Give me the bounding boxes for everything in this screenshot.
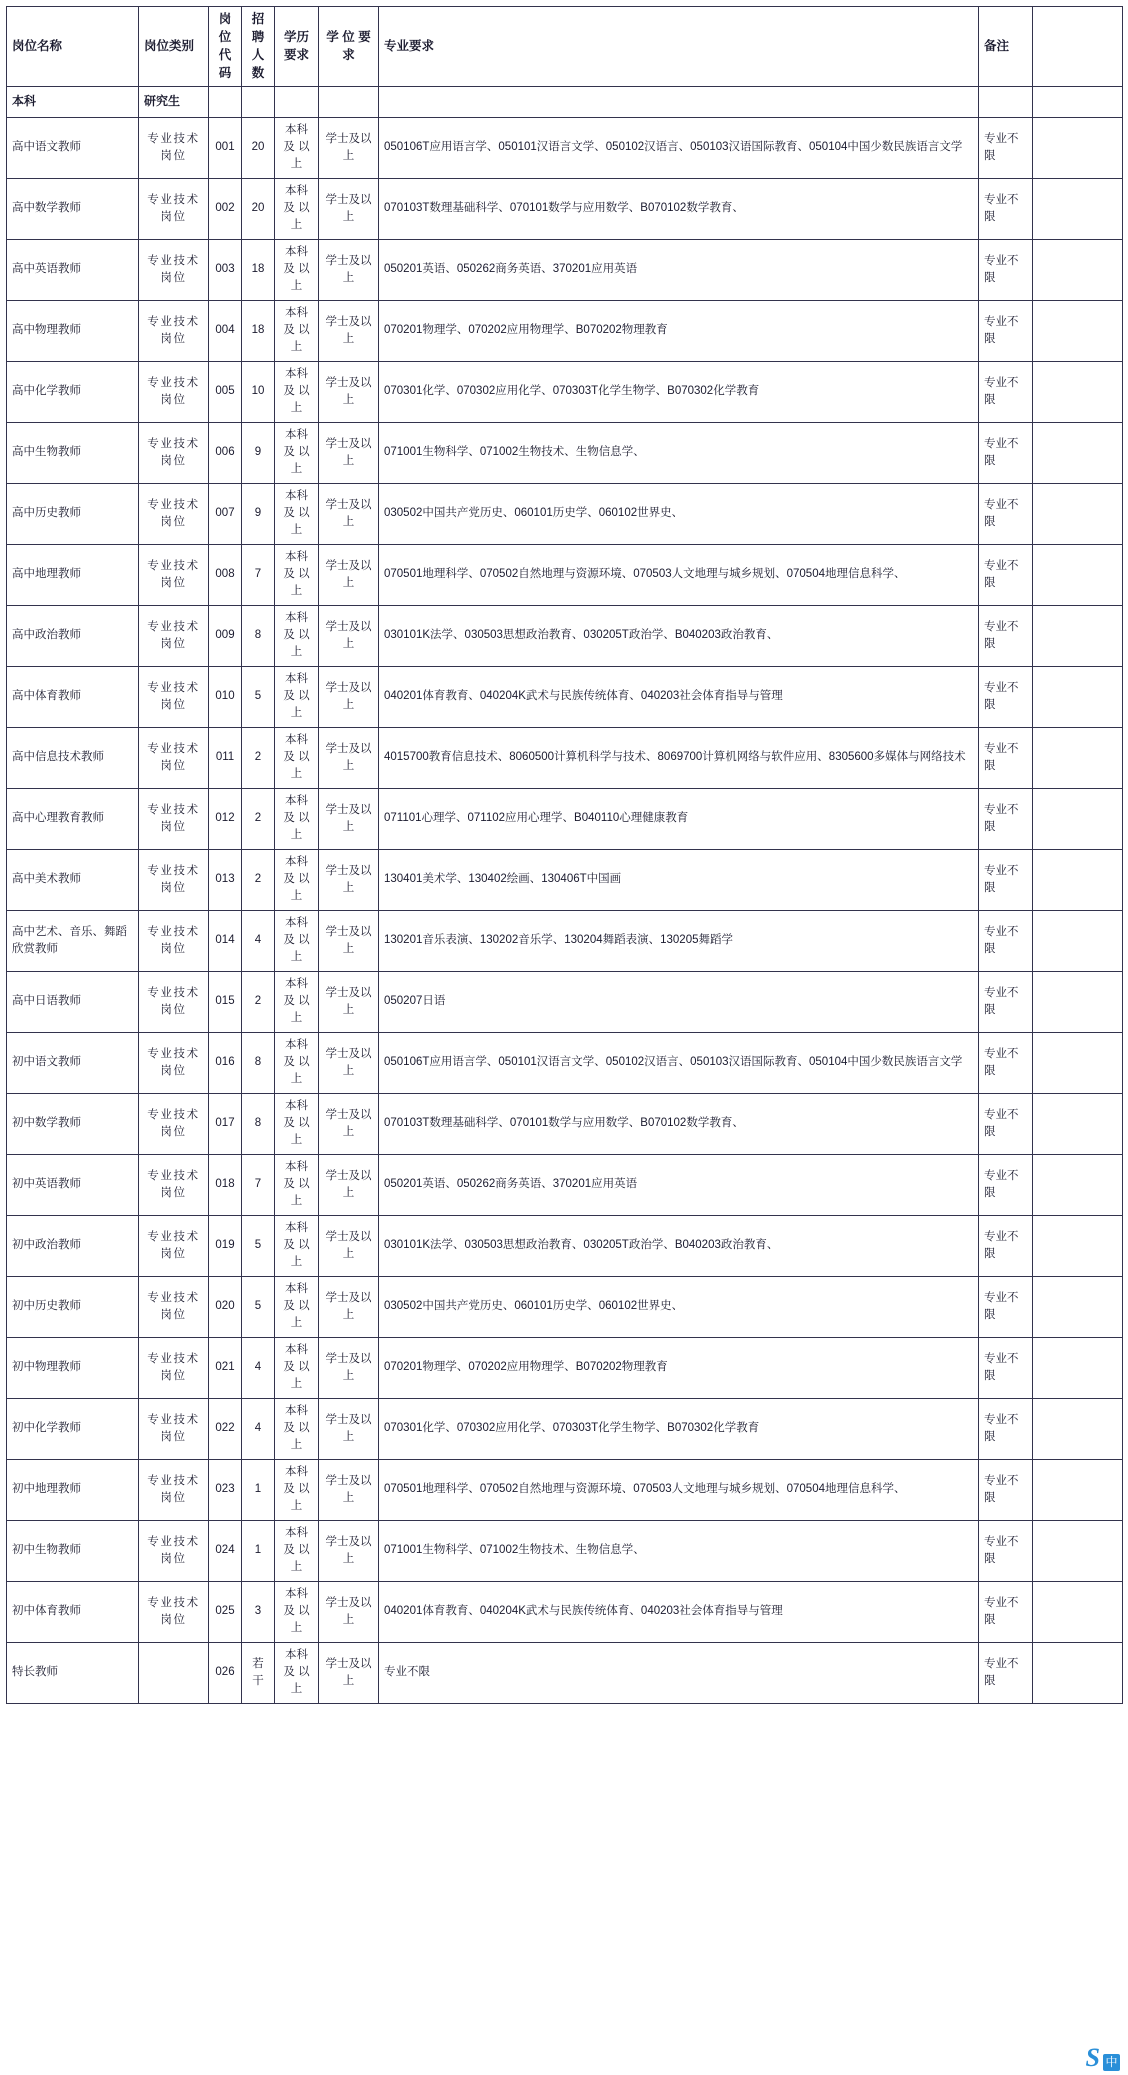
cell-remark: 专业不限 <box>979 239 1033 300</box>
cell-major-req: 070201物理学、070202应用物理学、B070202物理教育 <box>379 1337 979 1398</box>
col-header-code: 岗 位 代 码 <box>209 7 242 87</box>
cell-spacer <box>1033 1642 1123 1703</box>
subheader-degree <box>319 86 379 117</box>
cell-remark: 专业不限 <box>979 1398 1033 1459</box>
table-row <box>7 605 1123 666</box>
cell-position-category: 专业技术岗位 <box>139 544 209 605</box>
cell-position-code: 002 <box>209 178 242 239</box>
cell-education-req: 本科及 以上 <box>275 117 319 178</box>
table-row <box>7 1581 1123 1642</box>
table-body <box>7 7 1123 1704</box>
cell-position-name: 高中化学教师 <box>7 361 139 422</box>
cell-education-req: 本科及 以上 <box>275 544 319 605</box>
cell-education-req: 本科及 以上 <box>275 605 319 666</box>
cell-headcount: 7 <box>242 544 275 605</box>
cell-remark: 专业不限 <box>979 361 1033 422</box>
cell-spacer <box>1033 483 1123 544</box>
cell-degree-req: 学士及以上 <box>319 544 379 605</box>
cell-spacer <box>1033 1520 1123 1581</box>
cell-major-req: 030101K法学、030503思想政治教育、030205T政治学、B040203政治教育、 <box>379 1215 979 1276</box>
cell-education-req: 本科及 以上 <box>275 849 319 910</box>
cell-major-req: 050207日语 <box>379 971 979 1032</box>
cell-degree-req: 学士及以上 <box>319 1154 379 1215</box>
cell-spacer <box>1033 1581 1123 1642</box>
table-row <box>7 117 1123 178</box>
cell-major-req: 071001生物科学、071002生物技术、生物信息学、 <box>379 1520 979 1581</box>
cell-education-req: 本科及 以上 <box>275 1398 319 1459</box>
cell-degree-req: 学士及以上 <box>319 361 379 422</box>
cell-position-category: 专业技术岗位 <box>139 483 209 544</box>
cell-position-code: 023 <box>209 1459 242 1520</box>
cell-remark: 专业不限 <box>979 910 1033 971</box>
table-row <box>7 361 1123 422</box>
cell-position-category: 专业技术岗位 <box>139 1337 209 1398</box>
cell-position-category: 专业技术岗位 <box>139 422 209 483</box>
cell-position-name: 初中地理教师 <box>7 1459 139 1520</box>
cell-major-req: 070301化学、070302应用化学、070303T化学生物学、B070302化学教育 <box>379 1398 979 1459</box>
cell-education-req: 本科及 以上 <box>275 422 319 483</box>
cell-position-category: 专业技术岗位 <box>139 1581 209 1642</box>
table-row <box>7 1215 1123 1276</box>
cell-remark: 专业不限 <box>979 1520 1033 1581</box>
cell-education-req: 本科及 以上 <box>275 1215 319 1276</box>
cell-position-name: 初中物理教师 <box>7 1337 139 1398</box>
cell-education-req: 本科及 以上 <box>275 727 319 788</box>
cell-major-req: 071001生物科学、071002生物技术、生物信息学、 <box>379 422 979 483</box>
cell-headcount: 8 <box>242 1032 275 1093</box>
subheader-education <box>275 86 319 117</box>
cell-degree-req: 学士及以上 <box>319 666 379 727</box>
cell-degree-req: 学士及以上 <box>319 1093 379 1154</box>
cell-spacer <box>1033 1154 1123 1215</box>
cell-major-req: 070501地理科学、070502自然地理与资源环境、070503人文地理与城乡规划、070504地理信息科学、 <box>379 1459 979 1520</box>
cell-education-req: 本科及 以上 <box>275 1154 319 1215</box>
cell-position-category: 专业技术岗位 <box>139 1520 209 1581</box>
cell-position-code: 015 <box>209 971 242 1032</box>
recruitment-position-table <box>6 6 1123 1704</box>
table-row <box>7 1642 1123 1703</box>
cell-remark: 专业不限 <box>979 300 1033 361</box>
cell-major-req: 070103T数理基础科学、070101数学与应用数学、B070102数学教育、 <box>379 1093 979 1154</box>
table-row <box>7 1398 1123 1459</box>
cell-headcount: 9 <box>242 422 275 483</box>
cell-remark: 专业不限 <box>979 788 1033 849</box>
cell-degree-req: 学士及以上 <box>319 910 379 971</box>
cell-position-category: 专业技术岗位 <box>139 1093 209 1154</box>
cell-position-code: 004 <box>209 300 242 361</box>
cell-remark: 专业不限 <box>979 727 1033 788</box>
col-header-remark: 备注 <box>979 7 1033 87</box>
cell-degree-req: 学士及以上 <box>319 422 379 483</box>
cell-position-code: 001 <box>209 117 242 178</box>
cell-position-category: 专业技术岗位 <box>139 300 209 361</box>
cell-spacer <box>1033 300 1123 361</box>
col-header-major: 专业要求 <box>379 7 979 87</box>
table-row <box>7 483 1123 544</box>
cell-position-code: 014 <box>209 910 242 971</box>
watermark <box>1086 2045 1120 2071</box>
cell-headcount: 8 <box>242 1093 275 1154</box>
cell-education-req: 本科及 以上 <box>275 483 319 544</box>
cell-headcount: 1 <box>242 1459 275 1520</box>
cell-position-category: 专业技术岗位 <box>139 361 209 422</box>
cell-position-name: 初中语文教师 <box>7 1032 139 1093</box>
cell-headcount: 18 <box>242 300 275 361</box>
cell-position-category: 专业技术岗位 <box>139 1459 209 1520</box>
cell-degree-req: 学士及以上 <box>319 605 379 666</box>
cell-education-req: 本科及 以上 <box>275 300 319 361</box>
cell-position-name: 初中体育教师 <box>7 1581 139 1642</box>
cell-spacer <box>1033 849 1123 910</box>
cell-position-name: 高中政治教师 <box>7 605 139 666</box>
cell-degree-req: 学士及以上 <box>319 1520 379 1581</box>
cell-headcount: 5 <box>242 666 275 727</box>
cell-degree-req: 学士及以上 <box>319 178 379 239</box>
cell-position-code: 010 <box>209 666 242 727</box>
cell-degree-req: 学士及以上 <box>319 300 379 361</box>
table-row <box>7 1032 1123 1093</box>
cell-remark: 专业不限 <box>979 849 1033 910</box>
subheader-spacer <box>1033 86 1123 117</box>
cell-remark: 专业不限 <box>979 1154 1033 1215</box>
subheader-code <box>209 86 242 117</box>
cell-remark: 专业不限 <box>979 1642 1033 1703</box>
col-header-headcount: 招 聘 人 数 <box>242 7 275 87</box>
table-row <box>7 910 1123 971</box>
cell-degree-req: 学士及以上 <box>319 1642 379 1703</box>
cell-headcount: 1 <box>242 1520 275 1581</box>
cell-spacer <box>1033 1215 1123 1276</box>
table-row <box>7 788 1123 849</box>
cell-major-req: 070201物理学、070202应用物理学、B070202物理教育 <box>379 300 979 361</box>
cell-headcount: 20 <box>242 178 275 239</box>
subheader-major <box>379 86 979 117</box>
col-header-degree: 学 位 要求 <box>319 7 379 87</box>
cell-degree-req: 学士及以上 <box>319 1337 379 1398</box>
cell-position-code: 003 <box>209 239 242 300</box>
cell-headcount: 5 <box>242 1276 275 1337</box>
cell-position-code: 009 <box>209 605 242 666</box>
cell-position-category: 专业技术岗位 <box>139 1032 209 1093</box>
cell-remark: 专业不限 <box>979 117 1033 178</box>
table-row <box>7 849 1123 910</box>
table-row <box>7 666 1123 727</box>
cell-degree-req: 学士及以上 <box>319 788 379 849</box>
cell-position-code: 021 <box>209 1337 242 1398</box>
cell-spacer <box>1033 971 1123 1032</box>
cell-education-req: 本科及 以上 <box>275 1520 319 1581</box>
cell-position-name: 高中信息技术教师 <box>7 727 139 788</box>
subheader-headcount <box>242 86 275 117</box>
cell-remark: 专业不限 <box>979 1032 1033 1093</box>
cell-position-code: 006 <box>209 422 242 483</box>
cell-education-req: 本科及 以上 <box>275 788 319 849</box>
cell-remark: 专业不限 <box>979 1093 1033 1154</box>
cell-position-category <box>139 1642 209 1703</box>
cell-major-req: 专业不限 <box>379 1642 979 1703</box>
cell-headcount: 10 <box>242 361 275 422</box>
cell-remark: 专业不限 <box>979 1337 1033 1398</box>
table-header-row <box>7 7 1123 87</box>
cell-position-category: 专业技术岗位 <box>139 971 209 1032</box>
cell-headcount: 2 <box>242 727 275 788</box>
cell-major-req: 070501地理科学、070502自然地理与资源环境、070503人文地理与城乡规划、070504地理信息科学、 <box>379 544 979 605</box>
cell-spacer <box>1033 666 1123 727</box>
cell-headcount: 7 <box>242 1154 275 1215</box>
cell-position-code: 018 <box>209 1154 242 1215</box>
cell-remark: 专业不限 <box>979 1215 1033 1276</box>
cell-education-req: 本科及 以上 <box>275 666 319 727</box>
cell-position-code: 026 <box>209 1642 242 1703</box>
cell-spacer <box>1033 1093 1123 1154</box>
cell-position-code: 011 <box>209 727 242 788</box>
cell-spacer <box>1033 1032 1123 1093</box>
cell-remark: 专业不限 <box>979 1459 1033 1520</box>
cell-major-req: 050106T应用语言学、050101汉语言文学、050102汉语言、050103汉语国际教育、050104中国少数民族语言文学 <box>379 1032 979 1093</box>
cell-degree-req: 学士及以上 <box>319 971 379 1032</box>
cell-position-category: 专业技术岗位 <box>139 1215 209 1276</box>
cell-remark: 专业不限 <box>979 483 1033 544</box>
cell-education-req: 本科及 以上 <box>275 1581 319 1642</box>
cell-position-category: 专业技术岗位 <box>139 178 209 239</box>
cell-major-req: 070301化学、070302应用化学、070303T化学生物学、B070302化学教育 <box>379 361 979 422</box>
cell-position-code: 013 <box>209 849 242 910</box>
table-row <box>7 1337 1123 1398</box>
cell-remark: 专业不限 <box>979 666 1033 727</box>
table-row <box>7 971 1123 1032</box>
table-row <box>7 544 1123 605</box>
cell-headcount: 4 <box>242 1337 275 1398</box>
cell-major-req: 070103T数理基础科学、070101数学与应用数学、B070102数学教育、 <box>379 178 979 239</box>
cell-headcount: 20 <box>242 117 275 178</box>
cell-spacer <box>1033 910 1123 971</box>
cell-spacer <box>1033 178 1123 239</box>
cell-degree-req: 学士及以上 <box>319 1215 379 1276</box>
cell-position-name: 高中心理教育教师 <box>7 788 139 849</box>
cell-headcount: 3 <box>242 1581 275 1642</box>
cell-position-name: 初中化学教师 <box>7 1398 139 1459</box>
cell-degree-req: 学士及以上 <box>319 1581 379 1642</box>
table-row <box>7 1276 1123 1337</box>
table-row <box>7 239 1123 300</box>
table-row <box>7 1154 1123 1215</box>
col-header-education: 学历要求 <box>275 7 319 87</box>
cell-position-category: 专业技术岗位 <box>139 239 209 300</box>
cell-degree-req: 学士及以上 <box>319 239 379 300</box>
cell-degree-req: 学士及以上 <box>319 1032 379 1093</box>
cell-position-name: 特长教师 <box>7 1642 139 1703</box>
table-row <box>7 178 1123 239</box>
watermark-badge-icon: 中 <box>1103 2054 1120 2071</box>
col-header-spacer <box>1033 7 1123 87</box>
cell-headcount: 9 <box>242 483 275 544</box>
cell-remark: 专业不限 <box>979 178 1033 239</box>
cell-position-category: 专业技术岗位 <box>139 117 209 178</box>
cell-headcount: 2 <box>242 788 275 849</box>
cell-position-name: 初中英语教师 <box>7 1154 139 1215</box>
cell-degree-req: 学士及以上 <box>319 1398 379 1459</box>
col-header-name: 岗位名称 <box>7 7 139 87</box>
cell-position-name: 高中地理教师 <box>7 544 139 605</box>
cell-degree-req: 学士及以上 <box>319 849 379 910</box>
cell-spacer <box>1033 1276 1123 1337</box>
cell-position-code: 024 <box>209 1520 242 1581</box>
cell-degree-req: 学士及以上 <box>319 483 379 544</box>
cell-position-name: 初中政治教师 <box>7 1215 139 1276</box>
cell-education-req: 本科及 以上 <box>275 971 319 1032</box>
cell-position-category: 专业技术岗位 <box>139 1276 209 1337</box>
table-row <box>7 727 1123 788</box>
cell-remark: 专业不限 <box>979 605 1033 666</box>
cell-remark: 专业不限 <box>979 422 1033 483</box>
cell-position-name: 高中美术教师 <box>7 849 139 910</box>
cell-spacer <box>1033 544 1123 605</box>
cell-position-category: 专业技术岗位 <box>139 666 209 727</box>
cell-spacer <box>1033 422 1123 483</box>
cell-position-name: 高中数学教师 <box>7 178 139 239</box>
cell-position-name: 初中历史教师 <box>7 1276 139 1337</box>
cell-education-req: 本科及 以上 <box>275 239 319 300</box>
cell-position-code: 016 <box>209 1032 242 1093</box>
cell-position-code: 017 <box>209 1093 242 1154</box>
cell-spacer <box>1033 788 1123 849</box>
cell-position-name: 高中语文教师 <box>7 117 139 178</box>
cell-spacer <box>1033 239 1123 300</box>
cell-major-req: 4015700教育信息技术、8060500计算机科学与技术、8069700计算机网络与软件应用、8305600多媒体与网络技术 <box>379 727 979 788</box>
cell-position-code: 022 <box>209 1398 242 1459</box>
cell-position-category: 专业技术岗位 <box>139 1398 209 1459</box>
subheader-undergraduate: 本科 <box>7 86 139 117</box>
cell-major-req: 050201英语、050262商务英语、370201应用英语 <box>379 239 979 300</box>
cell-headcount: 4 <box>242 1398 275 1459</box>
cell-position-code: 020 <box>209 1276 242 1337</box>
cell-position-name: 高中历史教师 <box>7 483 139 544</box>
cell-remark: 专业不限 <box>979 1581 1033 1642</box>
table-row <box>7 1093 1123 1154</box>
col-header-category: 岗位类别 <box>139 7 209 87</box>
cell-education-req: 本科及 以上 <box>275 1032 319 1093</box>
cell-position-code: 007 <box>209 483 242 544</box>
cell-position-category: 专业技术岗位 <box>139 849 209 910</box>
cell-education-req: 本科及 以上 <box>275 1337 319 1398</box>
cell-spacer <box>1033 605 1123 666</box>
cell-degree-req: 学士及以上 <box>319 727 379 788</box>
cell-education-req: 本科及 以上 <box>275 1276 319 1337</box>
cell-position-name: 高中体育教师 <box>7 666 139 727</box>
cell-position-name: 初中生物教师 <box>7 1520 139 1581</box>
cell-major-req: 030502中国共产党历史、060101历史学、060102世界史、 <box>379 1276 979 1337</box>
cell-position-name: 高中物理教师 <box>7 300 139 361</box>
cell-position-name: 高中日语教师 <box>7 971 139 1032</box>
subheader-postgraduate: 研究生 <box>139 86 209 117</box>
table-subheader-row <box>7 86 1123 117</box>
cell-education-req: 本科及 以上 <box>275 1459 319 1520</box>
cell-education-req: 本科及 以上 <box>275 361 319 422</box>
cell-education-req: 本科及 以上 <box>275 178 319 239</box>
cell-spacer <box>1033 361 1123 422</box>
cell-degree-req: 学士及以上 <box>319 117 379 178</box>
cell-position-code: 008 <box>209 544 242 605</box>
cell-headcount: 18 <box>242 239 275 300</box>
cell-remark: 专业不限 <box>979 971 1033 1032</box>
cell-degree-req: 学士及以上 <box>319 1276 379 1337</box>
cell-major-req: 071101心理学、071102应用心理学、B040110心理健康教育 <box>379 788 979 849</box>
table-row <box>7 1520 1123 1581</box>
cell-major-req: 040201体育教育、040204K武术与民族传统体育、040203社会体育指导与管理 <box>379 666 979 727</box>
cell-headcount: 5 <box>242 1215 275 1276</box>
cell-spacer <box>1033 1398 1123 1459</box>
cell-major-req: 130201音乐表演、130202音乐学、130204舞蹈表演、130205舞蹈学 <box>379 910 979 971</box>
cell-education-req: 本科及 以上 <box>275 1642 319 1703</box>
table-row <box>7 300 1123 361</box>
cell-headcount: 8 <box>242 605 275 666</box>
cell-position-name: 初中数学教师 <box>7 1093 139 1154</box>
cell-education-req: 本科及 以上 <box>275 1093 319 1154</box>
cell-major-req: 050106T应用语言学、050101汉语言文学、050102汉语言、050103汉语国际教育、050104中国少数民族语言文学 <box>379 117 979 178</box>
cell-position-category: 专业技术岗位 <box>139 1154 209 1215</box>
subheader-remark <box>979 86 1033 117</box>
cell-position-code: 025 <box>209 1581 242 1642</box>
cell-spacer <box>1033 1337 1123 1398</box>
cell-position-category: 专业技术岗位 <box>139 605 209 666</box>
cell-major-req: 030502中国共产党历史、060101历史学、060102世界史、 <box>379 483 979 544</box>
cell-position-code: 019 <box>209 1215 242 1276</box>
cell-spacer <box>1033 117 1123 178</box>
cell-position-category: 专业技术岗位 <box>139 910 209 971</box>
cell-major-req: 040201体育教育、040204K武术与民族传统体育、040203社会体育指导与管理 <box>379 1581 979 1642</box>
cell-position-code: 012 <box>209 788 242 849</box>
watermark-letter: S <box>1085 2043 1100 2072</box>
cell-headcount: 2 <box>242 971 275 1032</box>
cell-position-name: 高中英语教师 <box>7 239 139 300</box>
cell-remark: 专业不限 <box>979 544 1033 605</box>
cell-major-req: 130401美术学、130402绘画、130406T中国画 <box>379 849 979 910</box>
cell-headcount: 若干 <box>242 1642 275 1703</box>
cell-position-name: 高中生物教师 <box>7 422 139 483</box>
cell-major-req: 050201英语、050262商务英语、370201应用英语 <box>379 1154 979 1215</box>
cell-position-code: 005 <box>209 361 242 422</box>
cell-major-req: 030101K法学、030503思想政治教育、030205T政治学、B040203政治教育、 <box>379 605 979 666</box>
cell-headcount: 4 <box>242 910 275 971</box>
cell-position-category: 专业技术岗位 <box>139 788 209 849</box>
cell-position-name: 高中艺术、音乐、舞蹈欣赏教师 <box>7 910 139 971</box>
cell-remark: 专业不限 <box>979 1276 1033 1337</box>
cell-education-req: 本科及 以上 <box>275 910 319 971</box>
table-row <box>7 422 1123 483</box>
cell-headcount: 2 <box>242 849 275 910</box>
cell-degree-req: 学士及以上 <box>319 1459 379 1520</box>
cell-spacer <box>1033 1459 1123 1520</box>
cell-position-category: 专业技术岗位 <box>139 727 209 788</box>
table-row <box>7 1459 1123 1520</box>
cell-spacer <box>1033 727 1123 788</box>
